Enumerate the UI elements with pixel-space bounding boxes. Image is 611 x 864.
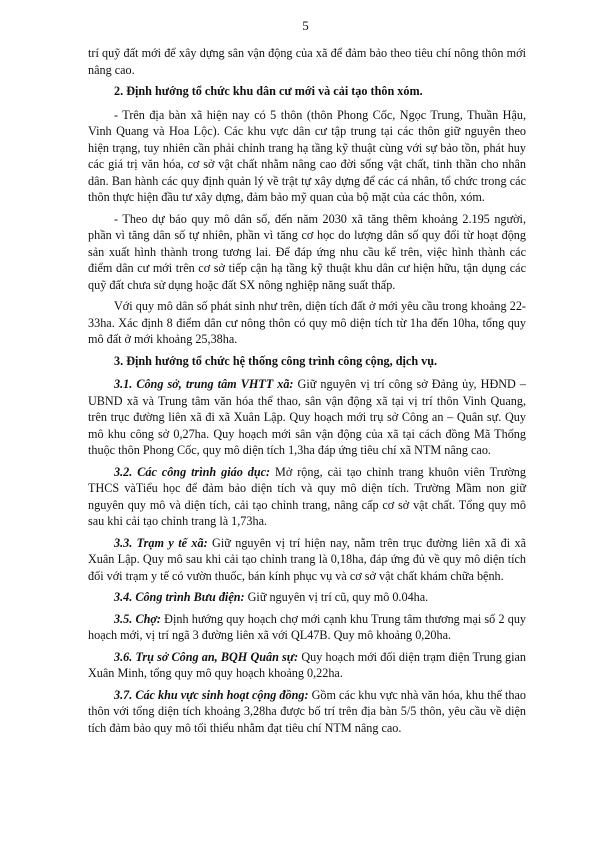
subsection-paragraph (88, 535, 526, 585)
paragraph: trí quỹ đất mới để xây dựng sân vận động của xã để đảm bảo theo tiêu chí nông thôn mới nâng cao. (88, 46, 526, 77)
subsection-text: Gồm các khu vực nhà văn hóa, khu thể thao thôn với tổng diện tích khoảng 3,28ha được bố trí trên địa bàn 5/5 thôn, yêu cầu về diện tích đảm bảo quy mô tối thiểu nhằm đạt tiêu chí NTM nâng cao. (88, 687, 526, 735)
subsection-text: Mở rộng, cải tạo chỉnh trang khuôn viên Trường THCS vàTiểu học để đảm bảo diện tích và quy mô diện tích. Trường Mầm non giữ nguyên quy mô và diện tích, cải tạo chỉnh trang, nâng cấp cơ sở vật chất. Tổng quy mô sau khi cải tạo chỉnh trang là 1,73ha. (88, 464, 526, 528)
section-heading: 2. Định hướng tổ chức khu dân cư mới và cải tạo thôn xóm. (114, 84, 423, 98)
paragraph: Với quy mô dân số phát sinh như trên, diện tích đất ở mới yêu cầu trong khoảng 22-33ha. Xác định 8 điểm dân cư nông thôn có quy mô diện tích từ 1ha đến 10ha, tổng quy mô đất ở mới khoảng 25,38ha. (88, 299, 526, 346)
subsection-lead: 3.1. Công sở, trung tâm VHTT xã: (114, 377, 294, 391)
paragraph: - Trên địa bàn xã hiện nay có 5 thôn (thôn Phong Cốc, Ngọc Trung, Thuần Hậu, Vinh Quang và Hoa Lộc). Các khu vực dân cư tập trung tại các thôn giữ nguyên theo hiện trạng, tuy nhiên cần phải chỉnh trang hạ tầng kỹ thuật cùng với sự bảo tồn, phát huy các giá trị văn hóa, cơ sở vật chất nhằm nâng cao đời sống vật chất, tinh thần cho nhân dân. Ban hành các quy định quản lý về trật tự xây dựng để các cá nhân, tổ chức trong các thôn thực hiện đầu tư xây dựng, đảm bảo mỹ quan của bộ mặt của các thôn, xóm. (88, 107, 526, 204)
subsection-text: Giữ nguyên vị trí cũ, quy mô 0.04ha. (244, 590, 429, 604)
subsection-text: Giữ nguyên vị trí công sở Đảng ủy, HĐND – UBND xã và Trung tâm văn hóa thể thao, sân vận động xã tại vị trí thôn Vinh Quang, trên trục đường liên xã đi xã Xuân Lập. Quy hoạch mới trụ sở Công an – Quân sự. Quy mô khu công sở 0,27ha. Quy hoạch mới sân vận động của xã tại cách đồng Mã Thống thuộc thôn Phong Cốc, quy mô diện tích 1,3ha đáp ứng tiêu chí xã NTM nâng cao. (88, 377, 526, 457)
subsection-paragraph (88, 611, 526, 644)
paragraph: - Theo dự báo quy mô dân số, đến năm 2030 xã tăng thêm khoảng 2.195 người, phần vì tăng dân số tự nhiên, phần vì tăng cơ học do lượng dân số quy đổi từ hoạt động sản xuất hình thành trong tương lai. Để đáp ứng nhu cầu kể trên, việc hình thành các điểm dân cư mới trên cơ sở tiếp cận hạ tầng kỹ thuật khu dân cư hiện hữu, tận dụng các quỹ đất chưa sử dụng hoặc đất SX nông nghiệp năng suất thấp. (88, 211, 526, 292)
page-content (88, 45, 526, 741)
subsection-text: Định hướng quy hoạch chợ mới cạnh khu Trung tâm thương mại số 2 quy hoạch mới, vị trí ngã 3 đường liên xã với QL47B. Quy mô khoảng 0,20ha. (88, 611, 527, 642)
subsection-lead: 3.7. Các khu vực sinh hoạt cộng đồng: (114, 687, 309, 702)
subsection-lead: 3.3. Trạm y tế xã: (114, 535, 208, 550)
section-heading: 3. Định hướng tổ chức hệ thống công trình công cộng, dịch vụ. (114, 353, 438, 368)
subsection-text: Giữ nguyên vị trí hiện nay, nằm trên trục đường liên xã đi xã Xuân Lập. Quy mô sau khi cải tạo chỉnh trang là 0,18ha, đáp ứng đủ về quy mô diện tích đối với trạm y tế có vườn thuốc, bán kính phục vụ và cơ sở vật chất khám chữa bệnh. (88, 535, 526, 583)
subsection-paragraph (88, 687, 526, 737)
subsection-paragraph (88, 464, 526, 530)
subsection-lead: 3.4. Công trình Bưu điện: (114, 590, 245, 604)
subsection-lead: 3.6. Trụ sở Công an, BQH Quân sự: (114, 649, 299, 664)
subsection-text: Quy hoạch mới đối diện trạm điện Trung gian Xuân Minh, tổng quy mô quy hoạch khoảng 0,22ha. (88, 649, 526, 680)
subsection-paragraph (88, 589, 526, 606)
subsection-paragraph (88, 649, 526, 682)
subsection-lead: 3.5. Chợ: (114, 611, 161, 626)
page-number: 5 (302, 18, 309, 33)
subsection-lead: 3.2. Các công trình giáo dục: (114, 464, 271, 479)
subsection-paragraph (88, 376, 526, 459)
